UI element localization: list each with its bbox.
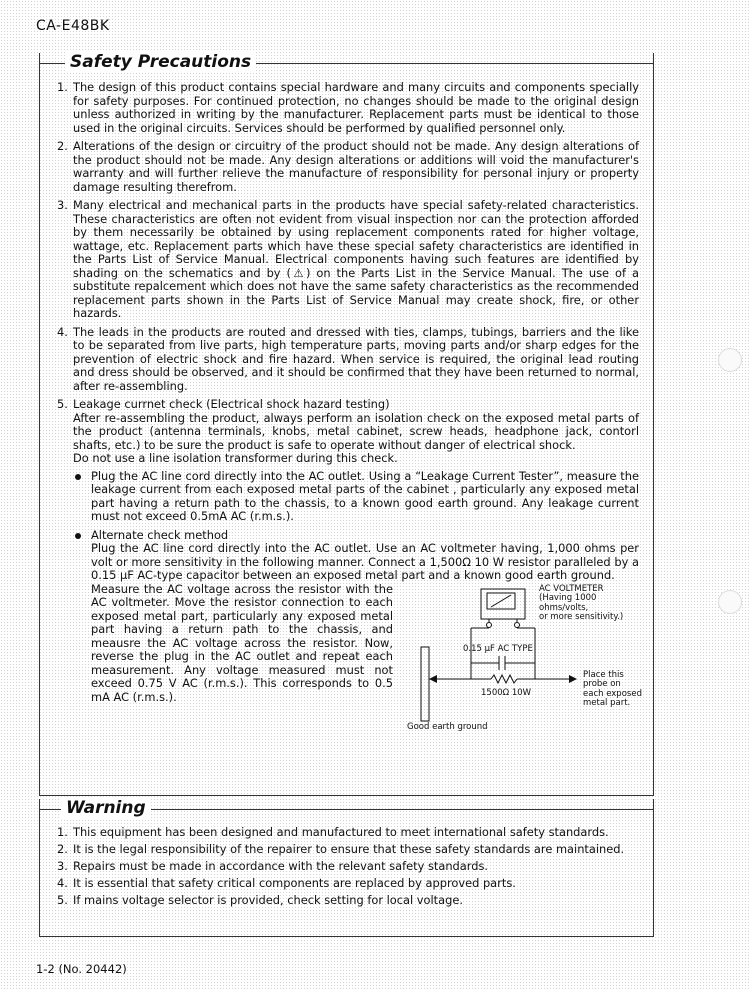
item-number: 4. [57,876,68,890]
voltmeter-label: AC VOLTMETER (Having 1000 ohms/volts, or more sensitivity.) [539,583,624,622]
capacitor-label: 0.15 μF AC TYPE [463,643,533,654]
probe-label: Place this probe on each exposed metal part. [583,669,642,708]
warning-item [53,825,639,839]
warning-list [53,825,639,910]
model-number: CA-E48BK [36,18,110,34]
item-text: Repairs must be made in accordance with the relevant safety standards. [73,859,489,873]
item-number: 1. [57,825,68,839]
ground-label: Good earth ground [407,721,488,732]
safety-item-leakage [53,397,642,732]
item-number: 2. [57,139,68,153]
safety-precautions-title: Safety Precautions [65,52,256,72]
item-number: 5. [57,893,68,907]
item-text: If mains voltage selector is provided, check setting for local voltage. [73,893,463,907]
item-number: 3. [57,859,68,873]
item-text: Alterations of the design or circuitry of the product should not be made. Any design alterations of the product should not be made. Any design alterations or additions will void the manufacturer's warranty and will further relieve the manufacture of responsibility for personal injury or property damage resulting therefrom. [73,139,639,194]
binder-hole-bottom [718,590,742,614]
warning-title: Warning [61,798,151,818]
alt-method-body: Plug the AC line cord directly into the AC outlet. Use an AC voltmeter having, 1,000 ohms per volt or more sensitivity in the following manner. Connect a 1,500Ω 10 W resistor paralleled by a 0.15 μF AC-type capacitor between an exposed metal part and a known good earth ground. [91,541,639,582]
binder-hole-top [718,348,742,372]
item-number: 2. [57,842,68,856]
item-number: 3. [57,198,68,212]
safety-item [53,140,639,194]
warning-section [39,799,654,937]
leakage-methods [73,468,642,732]
alt-method-title: Alternate check method [91,527,229,542]
bullet-icon [75,533,81,539]
safety-item [53,81,639,135]
warning-item [53,876,639,890]
page-footer: 1-2 (No. 20442) [36,962,127,976]
warning-item [53,842,639,856]
item-number: 5. [57,397,68,411]
item-text: This equipment has been designed and manufactured to meet international safety standards. [73,825,609,839]
item-number: 1. [57,80,68,94]
leakage-note: Do not use a line isolation transformer during this check. [73,451,398,465]
bullet-item [73,527,642,732]
bullet-item [73,470,639,524]
safety-list [53,80,642,732]
warning-item [53,893,639,907]
leakage-body: After re-assembling the product, always perform an isolation check on the exposed metal parts of the product (antenna terminals, knobs, metal cabinet, screw heads, headphone jack, contorl shafts, etc.) to be sure the product is safe to operate without danger of electrical shock. [73,410,639,452]
item-number: 4. [57,324,68,339]
item-text: It is essential that safety critical components are replaced by approved parts. [73,876,516,890]
safety-item [53,199,639,321]
safety-precautions-section [39,53,654,796]
bullet-icon [75,474,81,480]
alt-method-steps: Measure the AC voltage across the resistor with the AC voltmeter. Move the resistor connection to each exposed metal part, particularly any exposed metal part having a return path to the chassis, and meausre the AC voltage across the resistor. Now, reverse the plug in the AC outlet and repeat each measurement. Any voltage measured must not exceed 0.75 V AC (r.m.s.). This corresponds to 0.5 mA AC (r.m.s.). [91,581,393,704]
bullet-text: Plug the AC line cord directly into the AC outlet. Using a “Leakage Current Tester”, measure the leakage current from each exposed metal parts of the cabinet , particularly any exposed metal part having a return path to the chassis, to a known good earth ground. Any leakage current must not exceed 0.5mA AC (r.m.s.). [91,468,639,523]
leakage-heading: Leakage currnet check (Electrical shock hazard testing) [73,397,390,411]
safety-item [53,326,639,394]
item-text: The leads in the products are routed and dressed with ties, clamps, tubings, barriers and the like to be separated from live parts, high temperature parts, moving parts and/or sharp edges for the prevention of electric shock and fire hazard. When service is required, the original lead routing and dress should be observed, and it should be confirmed that they have been returned to normal, after re-assembling. [73,324,639,393]
item-text: It is the legal responsibility of the repairer to ensure that these safety standards are maintained. [73,842,625,856]
item-text: Many electrical and mechanical parts in the products have special safety-related characteristics. These characteristics are often not evident from visual inspection nor can the protection afforded by them necessarily be obtained by using replacement components rated for higher voltage, wattage, etc. Replacement parts which have these special safety characteristics are identified in the Parts List of Service Manual. Electrical components having such features are identified by shading on the schematics and by (⚠) on the Parts List in the Service Manual. The use of a substitute repalcement which does not have the same safety characteristics as the recommended replacement parts shown in the Parts List of Service Manual may create shock, fire, or other hazards. [73,198,639,320]
resistor-label: 1500Ω 10W [481,687,532,698]
item-text: The design of this product contains special hardware and many circuits and components specially for safety purposes. For continued protection, no changes should be made to the original design unless authorized in writing by the manufacturer. Replacement parts must be identical to those used in the original circuits. Services should be performed by qualified personnel only. [73,80,639,135]
leakage-test-diagram [407,583,671,733]
warning-item [53,859,639,873]
